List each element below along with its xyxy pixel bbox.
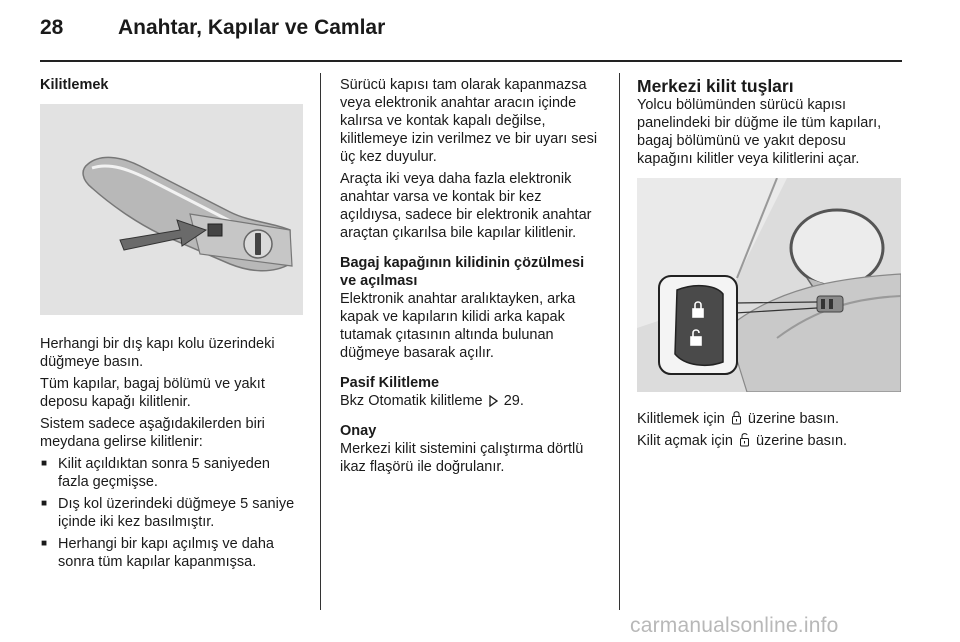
condition-list	[40, 455, 304, 571]
header-divider	[40, 60, 902, 62]
section-heading-locking: Kilitlemek	[40, 77, 109, 93]
page-number: 28	[40, 16, 64, 39]
section-heading-confirmation: Onay	[340, 423, 377, 439]
page-title: Anahtar, Kapılar ve Camlar	[118, 16, 386, 39]
column-divider-2	[619, 73, 620, 610]
column-3	[637, 76, 905, 454]
reference-paragraph	[340, 392, 604, 410]
door-panel-drawing	[637, 178, 901, 392]
paragraph: Yolcu bölümünden sürücü kapısı panelindeki bir düğme ile tüm kapıları, bagaj bölümünü ve yakıt deposu kapağını kilitler veya kilitlerini açar.	[637, 97, 882, 167]
unlock-instruction-text: Kilit açmak için	[637, 433, 733, 449]
padlock-open-icon	[739, 432, 750, 447]
paragraph: Merkezi kilit sistemini çalıştırma dörtlü ikaz flaşörü ile doğrulanır.	[340, 441, 584, 475]
watermark: carmanualsonline.info	[630, 614, 839, 637]
reference-text: Bkz Otomatik kilitleme	[340, 393, 483, 409]
paragraph: Araçta iki veya daha fazla elektronik anahtar varsa ve kontak bir kez açıldıysa, sadece bir elektronik anahtar araçtan çıkarılsa bile kapılar kilitlenir.	[340, 171, 592, 241]
section-heading-central-lock: Merkezi kilit tuşları	[637, 76, 794, 96]
central-lock-switch-illustration	[637, 178, 901, 392]
paragraph: Elektronik anahtar aralıktayken, arka kapak ve kapıların kilidi arka kapak tutamak çıtasının altında bulunan düğmeye basarak açılır.	[340, 291, 576, 361]
door-handle-illustration	[40, 104, 303, 315]
paragraph: Herhangi bir dış kapı kolu üzerindeki düğmeye basın.	[40, 336, 275, 370]
padlock-closed-icon	[731, 410, 742, 425]
list-item: ■ Kilit açıldıktan sonra 5 saniyeden fazla geçmişse.	[40, 455, 304, 491]
list-item: ■ Herhangi bir kapı açılmış ve daha sonra tüm kapılar kapanmışsa.	[40, 535, 304, 571]
section-heading-passive-locking: Pasif Kilitleme	[340, 375, 440, 391]
page-header	[40, 16, 385, 50]
lock-instruction-text: Kilitlemek için	[637, 411, 725, 427]
unlock-instruction	[637, 432, 905, 450]
list-item: ■ Dış kol üzerindeki düğmeye 5 saniye içinde iki kez basılmıştır.	[40, 495, 304, 531]
lock-instruction-suffix: üzerine basın.	[747, 411, 839, 427]
triangle-right-icon	[489, 395, 498, 407]
reference-page[interactable]: 29.	[503, 393, 524, 409]
column-1	[40, 76, 304, 575]
section-heading-tailgate: Bagaj kapağının kilidinin çözülmesi ve açılması	[340, 255, 585, 289]
paragraph: Sürücü kapısı tam olarak kapanmazsa veya elektronik anahtar aracın içinde kalırsa ve kontak kapalı değilse, kilitlemeye izin verilmez ve bir uyarı sesi üç kez duyulur.	[340, 77, 598, 165]
door-handle-drawing	[40, 104, 303, 315]
column-2	[340, 76, 604, 480]
unlock-instruction-suffix: üzerine basın.	[755, 433, 848, 449]
paragraph: Sistem sadece aşağıdakilerden biri meydana gelirse kilitlenir:	[40, 416, 265, 450]
column-divider-1	[320, 73, 321, 610]
lock-instruction	[637, 410, 905, 428]
paragraph: Tüm kapılar, bagaj bölümü ve yakıt deposu kapağı kilitlenir.	[40, 376, 265, 410]
